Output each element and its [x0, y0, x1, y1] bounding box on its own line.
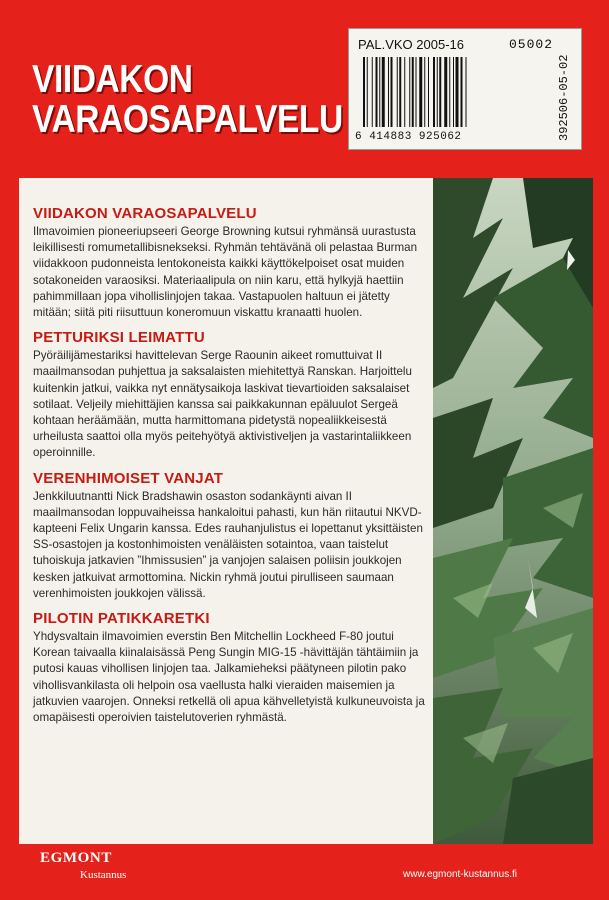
story-body: Yhdysvaltain ilmavoimien everstin Ben Mitchellin Lockheed F-80 joutui Korean taivaalla kiinalaisässä Peng Sungin MIG-15 -hävittäjän tähtäimiin ja putosi kauas vihollisen linjojen taa. Jalkamieheksi päätyneen pilotin pako vihollisvankilasta oli helpoin osa vaellusta halki vieraiden maisemien ja jatkuvien vaarojen. Onneksi retkellä oli apua kähvelletyistä kulkuneuvoista ja omapäisesti operoivien taistelutoverien ryhmästä. — [33, 630, 425, 725]
story-heading: VIIDAKON VARAOSAPALVELU — [33, 205, 257, 222]
publisher-sub: Kustannus — [80, 869, 127, 881]
barcode-bar — [376, 57, 378, 127]
barcode-bar — [456, 57, 459, 127]
barcode-bar — [437, 57, 438, 127]
pal-code: 05002 — [509, 37, 554, 52]
barcode-bar — [379, 57, 380, 127]
barcode-bar — [449, 57, 450, 127]
series-title — [32, 60, 343, 140]
barcode-bar — [428, 57, 429, 127]
publisher-url[interactable]: www.egmont-kustannus.fi — [403, 869, 517, 880]
story-section — [33, 329, 429, 461]
synopsis-column — [33, 205, 429, 734]
story-heading: PETTURIKSI LEIMATTU — [33, 329, 205, 347]
barcode-bar — [433, 57, 435, 127]
story-section — [33, 610, 429, 726]
story-body: Pyöräilijämestariksi havittelevan Serge Raounin aikeet romuttuivat II maailmansodan puhjettua ja saksalaisten miehitettyä Ranskan. Harjoittelu kuitenkin jatkui, vaikka nyt ennätysaikoja laskivat tievartioiden saksalaiset sotilaat. Veljeily miehittäjien kanssa sai paikkakunnan epäluulot Sergeä kohtaan heräämään, mutta harmittomana pidetystä nopealiikkeisestä urheilusta saattoi olla myös peitehyötyä aktivistiveljen ja vastarintaliikkeen operoinnille. — [33, 349, 412, 460]
jungle-illustration — [433, 178, 593, 844]
pal-week-text: PAL.VKO 2005-16 — [358, 37, 464, 52]
barcode-bar — [409, 57, 410, 127]
barcode-bar — [461, 57, 463, 127]
barcode-bar — [367, 57, 368, 127]
publisher-logo: EGMONT — [40, 850, 112, 866]
barcode-bar — [388, 57, 389, 127]
barcode-bar — [372, 57, 373, 127]
barcode-bar — [424, 57, 425, 127]
barcode-bar — [416, 57, 417, 127]
barcode-bar — [397, 57, 398, 127]
barcode-label — [348, 28, 582, 150]
barcode-bars — [361, 57, 551, 127]
series-title-line-1: VIIDAKON — [32, 58, 193, 101]
barcode-bar — [399, 57, 401, 127]
barcode-bar — [453, 57, 454, 127]
barcode-bar — [444, 57, 447, 127]
story-body: Jenkkiluutnantti Nick Bradshawin osaston sodankäynti aivan II maailmansodan loppuvaiheissa hankaloitui pahasti, kun hän riitautui NKVD-kapteeni Felix Ungarin kanssa. Edes rauhanjulistus ei lopettanut yksittäisten SS-osastojen ja kostonhimoisten venäläisten sotaintoa, vaan taistelut tuhoiskuja jatkavien ”Ihmissusien” ja vanjojen salaisen poliisin joukkojen kesken jatkuivat armottomina. Nickin ryhmä joutui pirulliseen saumaan verenhimoisten joukkojen välissä. — [33, 489, 423, 600]
story-heading: VERENHIMOISET VANJAT — [33, 469, 224, 487]
story-body: Ilmavoimien pioneeriupseeri George Browning kutsui ryhmänsä uurastusta leikillisesti romumetallibisnekseksi. Ryhmän tehtävänä oli pelastaa Burman viidakkoon pudonneista lentokoneista kaikki käyttökelpoiset osat muiden sotakoneiden varaosiksi. Materiaalipula on niin karu, että hylkyjä haettiin pahimmillaan jopa vihollislinjojen takaa. Vastapuolen haltuun ei jätetty mitään; siitä piti riisuttuun koneromuun viskattu kranaatti huolen. — [33, 225, 418, 320]
barcode-bar — [363, 57, 365, 127]
barcode-bar — [419, 57, 422, 127]
story-section — [33, 470, 429, 602]
ean-digits: 6 414883 925062 — [355, 131, 462, 143]
barcode-bar — [439, 57, 441, 127]
story-heading: PILOTIN PATIKKARETKI — [33, 610, 210, 628]
side-code: 392506-05-02 — [557, 54, 571, 141]
barcode-bar — [391, 57, 393, 127]
barcode-bar — [466, 57, 467, 127]
series-title-line-2: VARAOSAPALVELU — [32, 98, 343, 141]
barcode-bar — [404, 57, 405, 127]
barcode-bar — [412, 57, 414, 127]
story-section — [33, 205, 429, 321]
barcode-bar — [382, 57, 385, 127]
